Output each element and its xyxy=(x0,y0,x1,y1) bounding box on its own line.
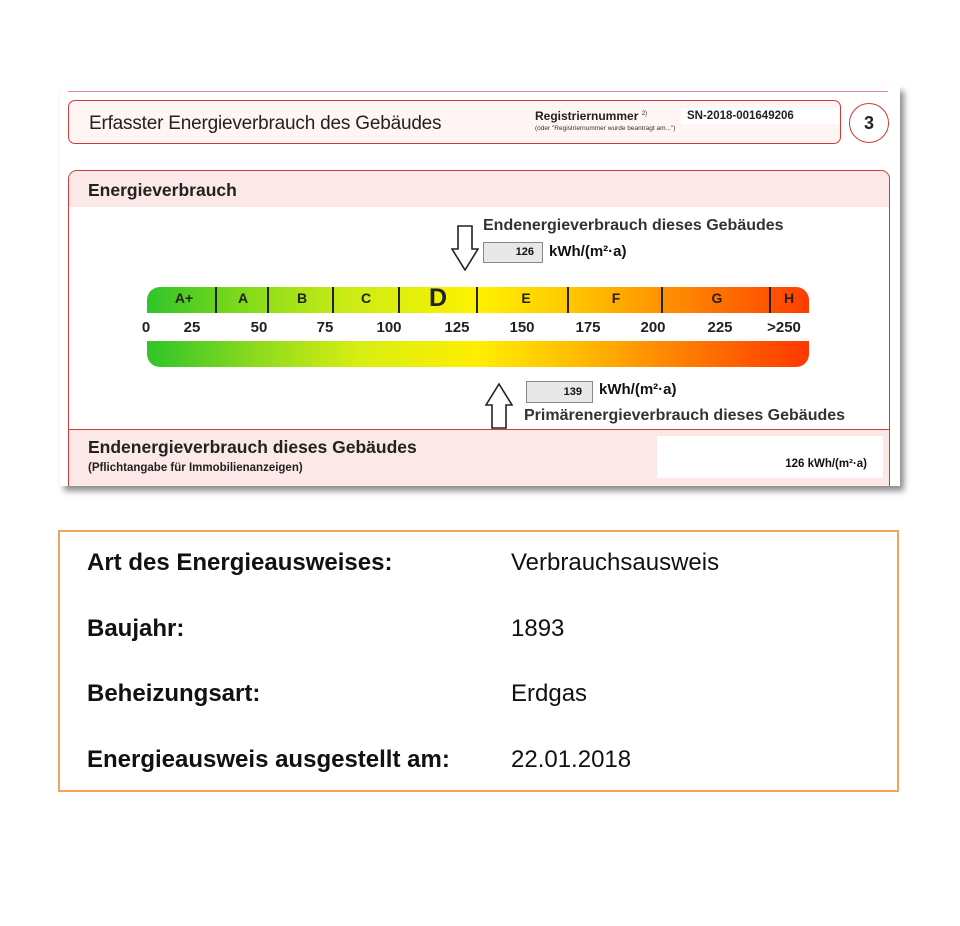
section-title: Energieverbrauch xyxy=(88,180,237,200)
certificate-header xyxy=(68,100,841,144)
primary-energy-label: Primärenergieverbrauch dieses Gebäudes xyxy=(524,407,846,424)
registration-number: SN-2018-001649206 xyxy=(681,108,839,124)
primary-energy-value: 139 xyxy=(526,381,593,403)
detail-value: Verbrauchsausweis xyxy=(511,549,720,576)
footer-subtitle: (Pflichtangabe für Immobilienanzeigen) xyxy=(88,462,303,474)
scale-tick: 25 xyxy=(183,319,201,336)
scale-tick: 0 xyxy=(141,319,151,336)
class-label-highlighted: D xyxy=(428,284,448,312)
class-label: C xyxy=(360,290,372,306)
detail-label: Beheizungsart: xyxy=(87,680,261,707)
scale-separator xyxy=(398,287,400,313)
scale-separator xyxy=(332,287,334,313)
detail-value: 22.01.2018 xyxy=(511,746,632,773)
registration-label: Registriernummer $^{2)}$ xyxy=(535,109,648,123)
scale-separator xyxy=(215,287,217,313)
scale-separator xyxy=(267,287,269,313)
end-energy-value: 126 xyxy=(483,242,543,263)
class-label: B xyxy=(296,290,308,306)
footer-title: Endenergieverbrauch dieses Gebäudes xyxy=(88,437,417,457)
detail-value: Erdgas xyxy=(511,680,588,707)
energy-consumption-section xyxy=(68,170,890,486)
footer-value: 126 kWh/(m²·a) xyxy=(785,458,867,470)
detail-label: Energieausweis ausgestellt am: xyxy=(87,746,450,773)
scale-tick: 125 xyxy=(444,319,470,336)
class-label: G xyxy=(711,290,723,306)
section-header xyxy=(69,171,889,207)
scale-tick: 100 xyxy=(376,319,402,336)
footer-value-box xyxy=(657,436,883,478)
primary-energy-unit: kWh/(m²·a) xyxy=(599,381,677,398)
scale-separator xyxy=(769,287,771,313)
arrow-up-icon xyxy=(485,383,513,429)
scale-tick: 200 xyxy=(640,319,666,336)
class-label: F xyxy=(611,290,621,306)
page-number-badge: 3 xyxy=(849,103,889,143)
energy-certificate-details xyxy=(58,530,899,792)
scale-tick: 150 xyxy=(509,319,535,336)
detail-label: Baujahr: xyxy=(87,615,185,642)
detail-label: Art des Energieausweises: xyxy=(87,549,393,576)
divider xyxy=(68,91,888,92)
class-label: E xyxy=(521,290,531,306)
energy-certificate-image xyxy=(60,86,900,486)
scale-tick: 50 xyxy=(250,319,268,336)
certificate-header-title: Erfasster Energieverbrauch des Gebäudes xyxy=(89,113,442,134)
scale-separator xyxy=(661,287,663,313)
primary-energy-scale xyxy=(147,341,809,367)
registration-note: (oder "Registriernummer wurde beantragt am...") xyxy=(535,125,676,132)
scale-separator xyxy=(567,287,569,313)
scale-tick: 175 xyxy=(575,319,601,336)
class-label: A+ xyxy=(174,290,194,306)
end-energy-unit: kWh/(m²·a) xyxy=(549,243,627,260)
certificate-footer xyxy=(69,429,889,486)
efficiency-scale xyxy=(147,284,809,313)
class-label: A xyxy=(237,290,249,306)
end-energy-label: Endenergieverbrauch dieses Gebäudes xyxy=(483,217,784,234)
class-label: H xyxy=(783,290,795,306)
scale-tick: 225 xyxy=(707,319,733,336)
scale-tick: >250 xyxy=(767,319,801,336)
detail-value: 1893 xyxy=(511,615,565,642)
scale-tick: 75 xyxy=(316,319,334,336)
scale-separator xyxy=(476,287,478,313)
arrow-down-icon xyxy=(451,225,479,271)
